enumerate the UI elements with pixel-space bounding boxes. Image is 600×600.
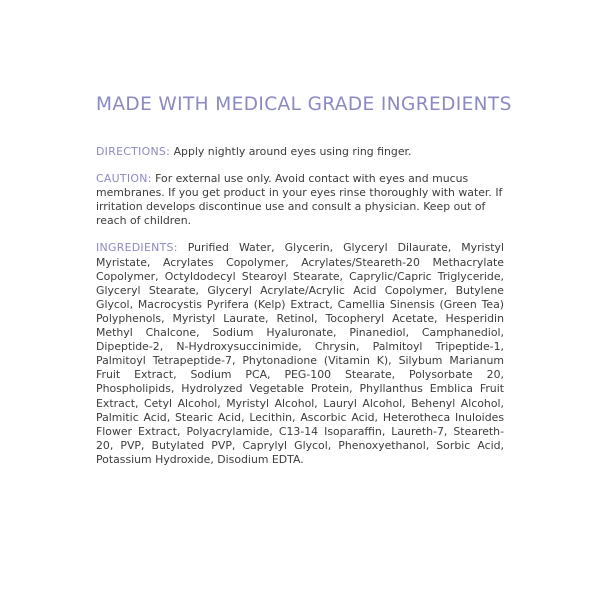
caution-paragraph (96, 172, 504, 228)
caution-label: CAUTION: (96, 172, 152, 186)
ingredients-paragraph (96, 241, 504, 467)
directions-label: DIRECTIONS: (96, 145, 171, 158)
directions-paragraph (96, 145, 504, 159)
caution-text: For external use only. Avoid contact with eyes and mucus membranes. If you get product in your eyes rinse thoroughly with water. If irritation develops discontinue use and consult a physician. Keep out of reach of children. (96, 172, 503, 228)
label-text-block (96, 145, 504, 480)
ingredients-text: Purified Water, Glycerin, Glyceryl Dilaurate, Myristyl Myristate, Acrylates Copolymer, Acrylates/Steareth-20 Methacrylate Copolymer, Octyldodecyl Stearoyl Stearate, Caprylic/Capric Triglyceride, Glyceryl Stearate, Glyceryl Acrylate/Acrylic Acid Copolymer, Butylene Glycol, Macrocystis Pyrifera (Kelp) Extract, Camellia Sinensis (Green Tea) Polyphenols, Myristyl Laurate, Retinol, Tocopheryl Acetate, Hesperidin Methyl Chalcone, Sodium Hyaluronate, Pinanediol, Camphanediol, Dipeptide-2, N-Hydroxysuccinimide, Chrysin, Palmitoyl Tripeptide-1, Palmitoyl Tetrapeptide-7, Phytonadione (Vitamin K), Silybum Marianum Fruit Extract, Sodium PCA, PEG-100 Stearate, Polysorbate 20, Phospholipids, Hydrolyzed Vegetable Protein, Phyllanthus Emblica Fruit Extract, Cetyl Alcohol, Myristyl Alcohol, Lauryl Alcohol, Behenyl Alcohol, Palmitic Acid, Stearic Acid, Lecithin, Ascorbic Acid, Heterotheca Inuloides Flower Extract, Polyacrylamide, C13-14 Isoparaffin, Laureth-7, Steareth-20, PVP, Butylated PVP, Caprylyl Glycol, Phenoxyethanol, Sorbic Acid, Potassium Hydroxide, Disodium EDTA. (96, 241, 504, 466)
ingredients-label: INGREDIENTS: (96, 241, 178, 255)
page-title: MADE WITH MEDICAL GRADE INGREDIENTS (96, 94, 512, 115)
directions-text: Apply nightly around eyes using ring finger. (173, 145, 412, 158)
